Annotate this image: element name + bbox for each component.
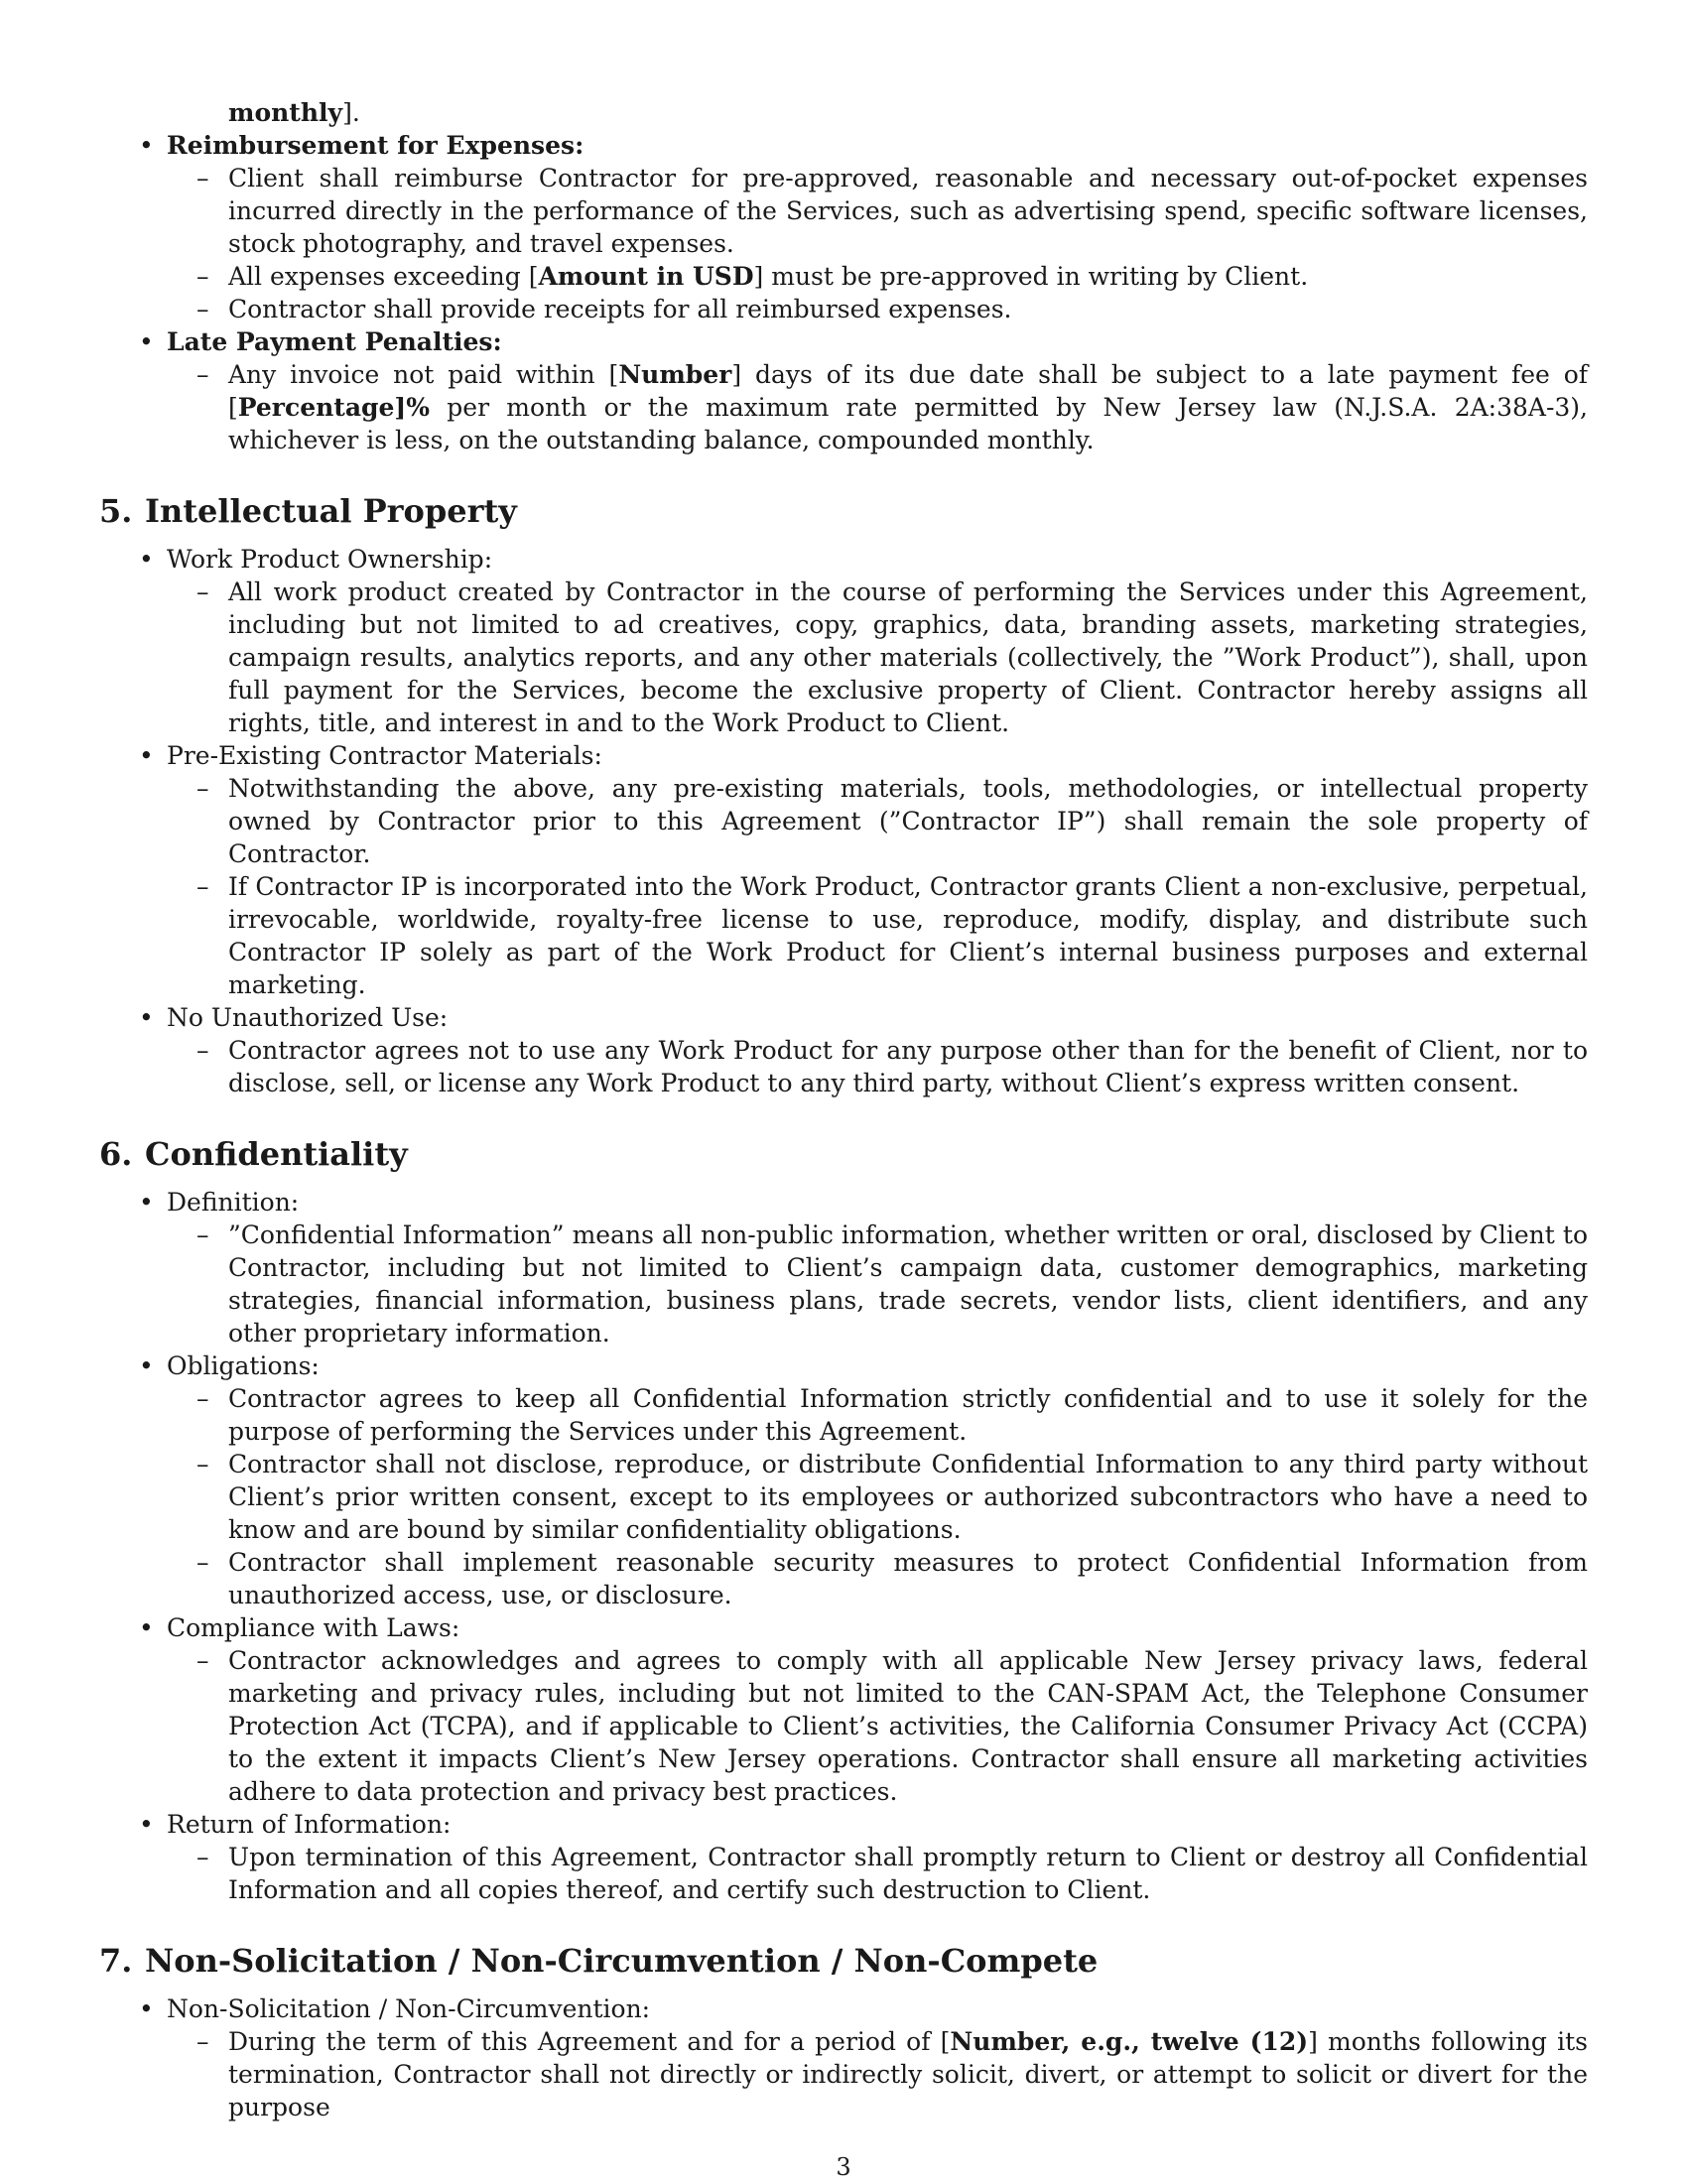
continued-bold: monthly [228, 98, 343, 127]
group-label: Work Product Ownership: [167, 545, 493, 574]
list-item-text: Contractor agrees not to use any Work Product for any purpose other than for the benefit of Client, nor to disclose, sell, or license any Work Product to any third party, without Client’s express written consent. [228, 1036, 1588, 1097]
list-item [99, 1382, 1588, 1448]
bullet-icon: • [139, 1003, 154, 1032]
list-item-text: Contractor shall provide receipts for all reimbursed expenses. [228, 295, 1012, 323]
percent-sign: ]% [394, 393, 431, 422]
section-number: 5. [99, 492, 133, 530]
list-item-text: Contractor acknowledges and agrees to comply with all applicable New Jersey privacy laws, federal marketing and privacy rules, including but not limited to the CAN-SPAM Act, the Telephone Consumer Protection Act (TCPA), and if applicable to Client’s activities, the California Consumer Privacy Act (CCPA) to the extent it impacts Client’s New Jersey operations. Contractor shall ensure all marketing activities adhere to data protection and privacy best practices. [228, 1646, 1588, 1806]
list-item-text: ”Confidential Information” means all non-public information, whether written or oral, disclosed by Client to Contractor, including but not limited to Client’s campaign data, customer demographics, marketing strategies, financial information, business plans, trade secrets, vendor lists, client identifiers, and any other proprietary information. [228, 1220, 1588, 1348]
page-content [99, 96, 1588, 2123]
list-group-label [99, 739, 1588, 772]
list-item-text: All work product created by Contractor in the course of performing the Services under this Agreement, including but not limited to ad creatives, copy, graphics, data, branding assets, marketing strategies, campaign results, analytics reports, and any other materials (collectively, the ”Work Product”), shall, upon full payment for the Services, become the exclusive property of Client. Contractor hereby assigns all rights, title, and interest in and to the Work Product to Client. [228, 578, 1588, 737]
list-group-label [99, 1992, 1588, 2025]
group-label: No Unauthorized Use: [167, 1003, 449, 1032]
section-title: Intellectual Property [145, 492, 517, 530]
list-group-label [99, 543, 1588, 576]
dash-icon: – [196, 2027, 209, 2056]
group-label: Obligations: [167, 1351, 320, 1380]
list-item [99, 260, 1588, 293]
dash-icon: – [196, 1843, 209, 1871]
list-item-text: Notwithstanding the above, any pre-existing materials, tools, methodologies, or intellectual property owned by Contractor prior to this Agreement (”Contractor IP”) shall remain the sole property of Contractor. [228, 774, 1588, 868]
section-title: Non-Solicitation / Non-Circumvention / Non-Compete [145, 1942, 1099, 1980]
section-heading-5 [99, 491, 1588, 531]
section-5-body [99, 543, 1588, 1099]
bullet-icon: • [139, 741, 154, 770]
list-item-text: If Contractor IP is incorporated into the Work Product, Contractor grants Client a non-exclusive, perpetual, irrevocable, worldwide, royalty-free license to use, reproduce, modify, display, and distribute such Contractor IP solely as part of the Work Product for Client’s internal business purposes and external marketing. [228, 872, 1588, 999]
section-7-body [99, 1992, 1588, 2123]
text-part: Any invoice not paid within [ [228, 360, 619, 389]
list-item [99, 293, 1588, 325]
list-item-text: Contractor shall not disclose, reproduce, or distribute Confidential Information to any third party without Client’s prior written consent, except to its employees or authorized subcontractors who have a need to know and are bound by similar confidentiality obligations. [228, 1450, 1588, 1544]
list-item [99, 2025, 1588, 2123]
group-label: Compliance with Laws: [167, 1613, 460, 1642]
list-item-text: Client shall reimburse Contractor for pre-approved, reasonable and necessary out-of-pocket expenses incurred directly in the performance of the Services, such as advertising spend, specific software licenses, stock photography, and travel expenses. [228, 164, 1588, 258]
list-item [99, 358, 1588, 456]
list-item [99, 1219, 1588, 1349]
section-heading-6 [99, 1134, 1588, 1174]
dash-icon: – [196, 578, 209, 606]
group-label: Return of Information: [167, 1810, 452, 1839]
list-group-label [99, 1186, 1588, 1219]
placeholder-duration: Number, e.g., twelve (12) [950, 2027, 1309, 2056]
list-item [99, 870, 1588, 1001]
bullet-icon: • [139, 1351, 154, 1380]
placeholder-percentage: Percentage [237, 393, 395, 422]
reimbursement-title: Reimbursement for Expenses: [167, 131, 584, 160]
bullet-icon: • [139, 1188, 154, 1217]
section-heading-7 [99, 1941, 1588, 1981]
placeholder-number: Number [618, 360, 732, 389]
list-item [99, 162, 1588, 260]
bullet-icon: • [139, 1994, 154, 2023]
list-item [99, 1448, 1588, 1546]
dash-icon: – [196, 164, 209, 193]
list-item [99, 1644, 1588, 1808]
dash-icon: – [196, 1384, 209, 1413]
late-payment-title: Late Payment Penalties: [167, 327, 502, 356]
list-group-label [99, 1349, 1588, 1382]
list-group-label [99, 1001, 1588, 1034]
dash-icon: – [196, 1646, 209, 1675]
bullet-icon: • [139, 1613, 154, 1642]
page-number: 3 [836, 2153, 851, 2181]
section-number: 7. [99, 1942, 133, 1980]
dash-icon: – [196, 872, 209, 901]
group-label: Definition: [167, 1188, 300, 1217]
dash-icon: – [196, 774, 209, 803]
text-part: ] days of its due date shall be subject to a late payment fee of [ [228, 360, 1589, 422]
continued-tail: ]. [342, 98, 360, 127]
dash-icon: – [196, 360, 209, 389]
list-item [99, 1841, 1588, 1906]
text-part: per month or the maximum rate permitted by New Jersey law (N.J.S.A. 2A:38A-3), whichever is less, on the outstanding balance, compounded monthly. [228, 393, 1588, 454]
text-part: All expenses exceeding [ [228, 262, 539, 291]
list-item [99, 576, 1588, 739]
list-group-label [99, 1611, 1588, 1644]
list-item-text: Upon termination of this Agreement, Contractor shall promptly return to Client or destroy all Confidential Information and all copies thereof, and certify such destruction to Client. [228, 1843, 1588, 1904]
dash-icon: – [196, 295, 209, 323]
list-group-label [99, 1808, 1588, 1841]
late-payment-item [99, 325, 1588, 358]
reimbursement-item [99, 129, 1588, 162]
dash-icon: – [196, 1548, 209, 1577]
bullet-icon: • [139, 131, 154, 160]
section-6-body [99, 1186, 1588, 1906]
dash-icon: – [196, 262, 209, 291]
dash-icon: – [196, 1450, 209, 1478]
text-part: During the term of this Agreement and for a period of [ [228, 2027, 951, 2056]
dash-icon: – [196, 1220, 209, 1249]
bullet-icon: • [139, 545, 154, 574]
list-item [99, 1034, 1588, 1099]
group-label: Pre-Existing Contractor Materials: [167, 741, 602, 770]
list-item [99, 1546, 1588, 1611]
placeholder-amount: Amount in USD [538, 262, 754, 291]
bullet-icon: • [139, 1810, 154, 1839]
list-item [99, 772, 1588, 870]
list-item-text: Contractor shall implement reasonable security measures to protect Confidential Information from unauthorized access, use, or disclosure. [228, 1548, 1588, 1609]
bullet-icon: • [139, 327, 154, 356]
section-title: Confidentiality [145, 1135, 408, 1173]
text-part: ] months following its termination, Contractor shall not directly or indirectly solicit, divert, or attempt to solicit or divert for the purpose [228, 2027, 1588, 2121]
section-number: 6. [99, 1135, 133, 1173]
list-item-text: Contractor agrees to keep all Confidential Information strictly confidential and to use it solely for the purpose of performing the Services under this Agreement. [228, 1384, 1588, 1446]
dash-icon: – [196, 1036, 209, 1065]
group-label: Non-Solicitation / Non-Circumvention: [167, 1994, 651, 2023]
continued-text [99, 96, 1588, 129]
text-part: ] must be pre-approved in writing by Client. [753, 262, 1309, 291]
